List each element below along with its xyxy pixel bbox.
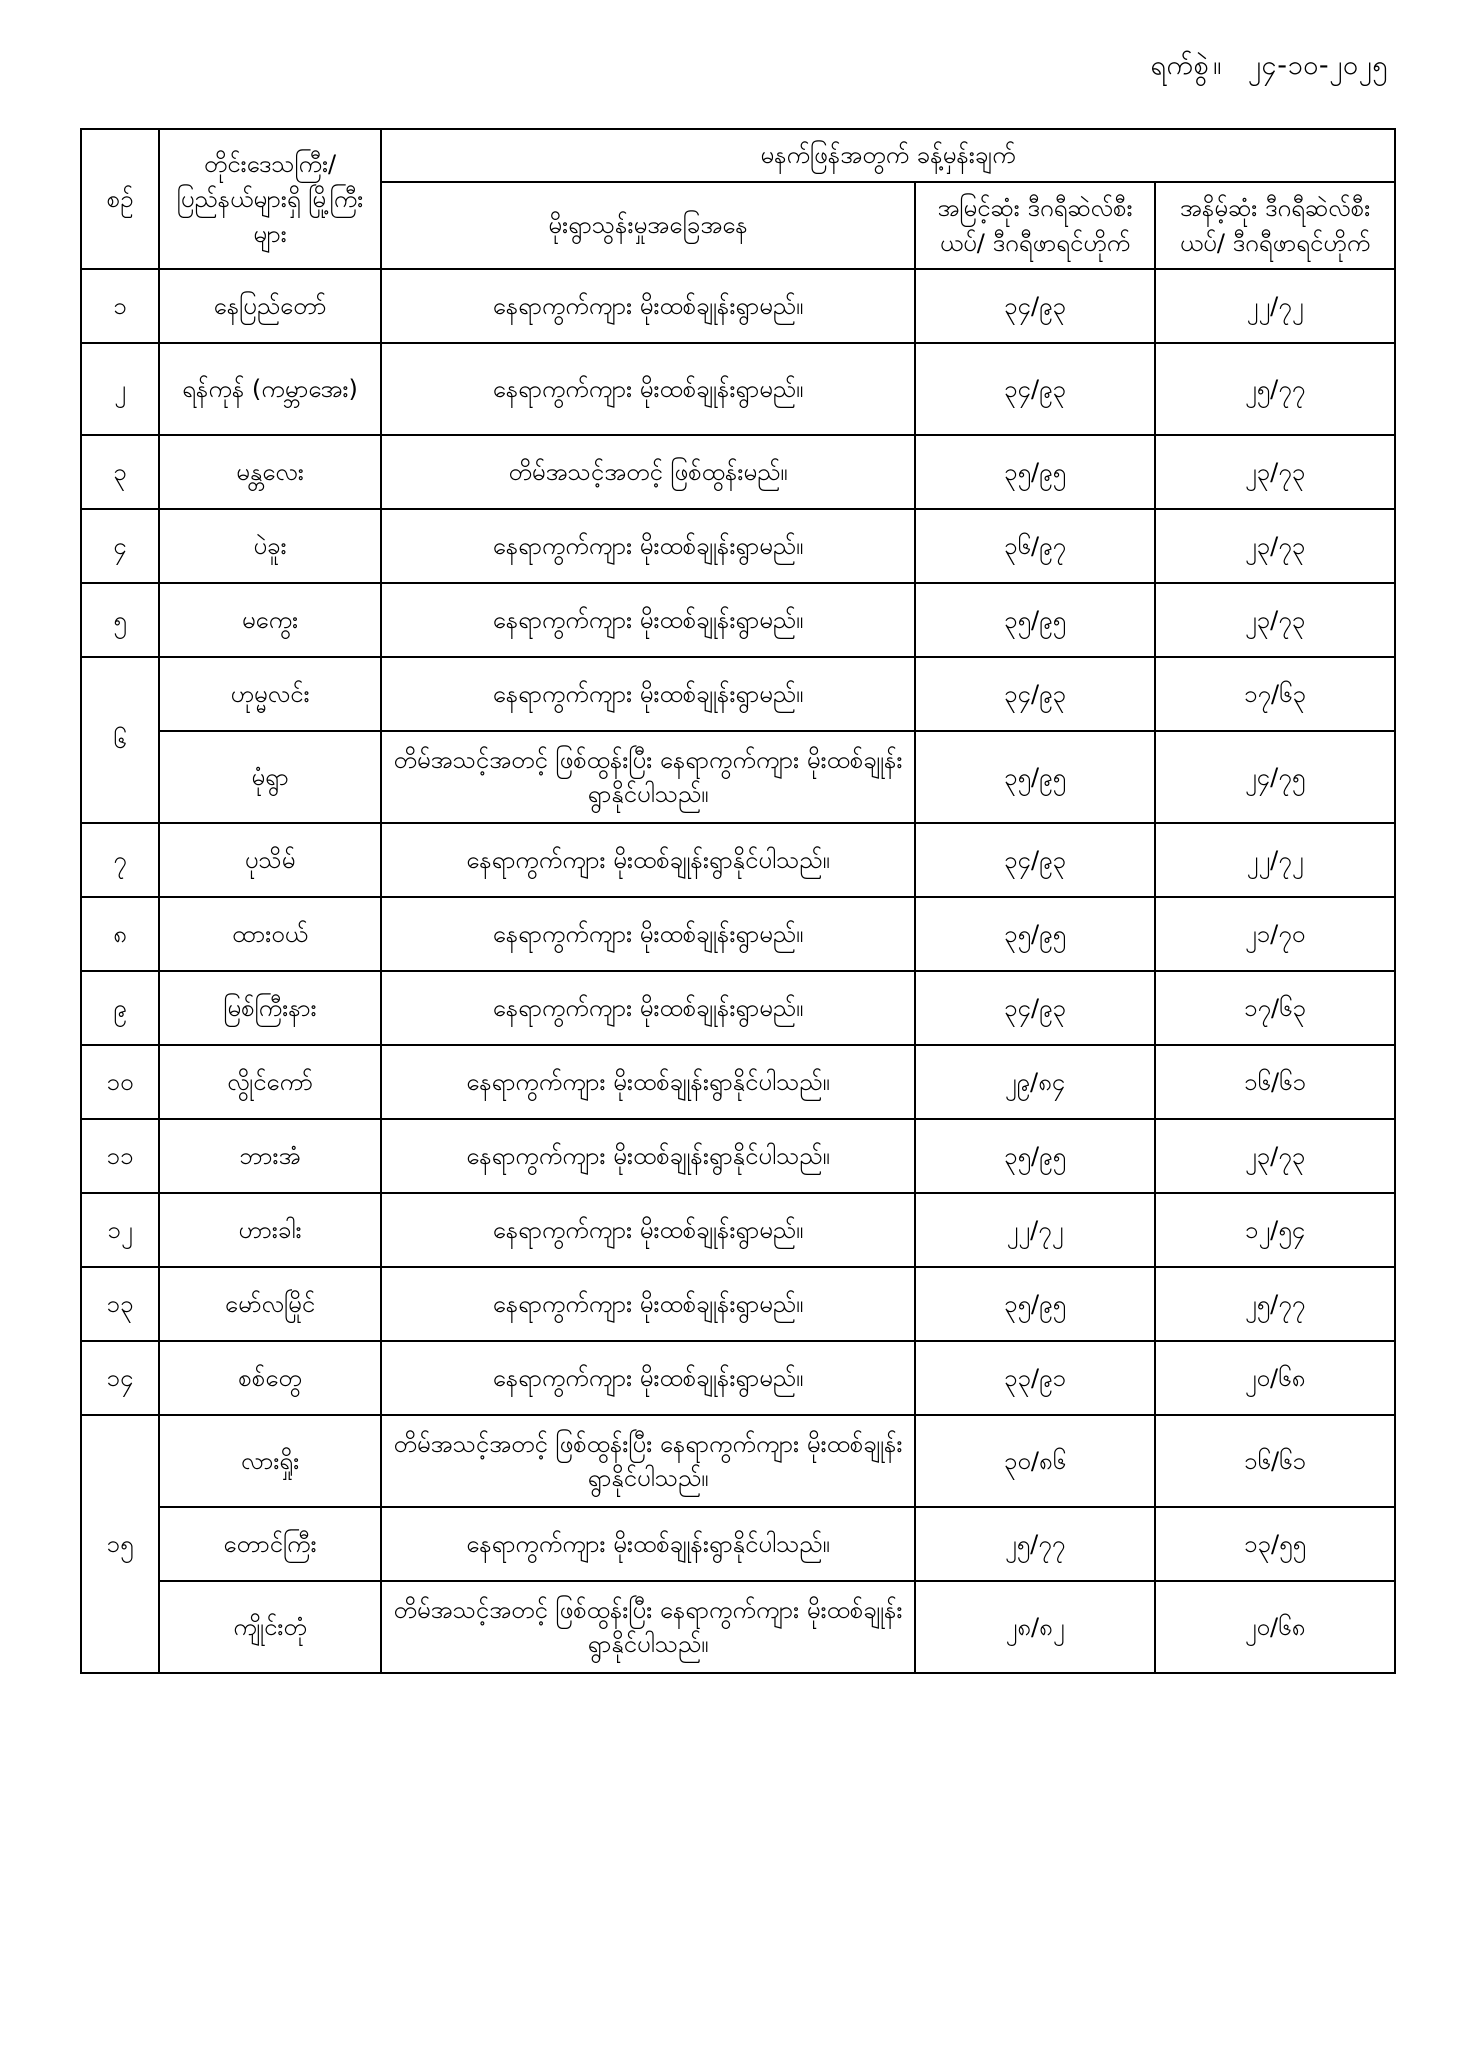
row-min-temp: ၂၃/၇၃ bbox=[1155, 435, 1395, 509]
date-value: ၂၄-၁၀-၂၀၂၅ bbox=[1247, 50, 1388, 81]
row-condition: နေရာကွက်ကျား မိုးထစ်ချုန်းရွာနိုင်ပါသည်။ bbox=[381, 823, 915, 897]
row-min-temp: ၂၃/၇၃ bbox=[1155, 1119, 1395, 1193]
row-condition: နေရာကွက်ကျား မိုးထစ်ချုန်းရွာမည်။ bbox=[381, 1267, 915, 1341]
row-min-temp: ၂၁/၇၀ bbox=[1155, 897, 1395, 971]
date-label: ရက်စွဲ bbox=[1150, 50, 1210, 81]
row-city: ဟားခါး bbox=[159, 1193, 381, 1267]
table-row bbox=[81, 731, 1395, 823]
weather-forecast-table bbox=[80, 128, 1396, 1674]
row-max-temp: ၃၄/၉၃ bbox=[915, 971, 1155, 1045]
row-min-temp: ၁၃/၅၅ bbox=[1155, 1507, 1395, 1581]
row-min-temp: ၂၅/၇၇ bbox=[1155, 343, 1395, 435]
row-max-temp: ၃၅/၉၅ bbox=[915, 583, 1155, 657]
header-no: စဉ် bbox=[81, 129, 159, 269]
row-condition: တိမ်အသင့်အတင့် ဖြစ်ထွန်းပြီး နေရာကွက်ကျား မိုးထစ်ချုန်းရွာနိုင်ပါသည်။ bbox=[381, 1581, 915, 1673]
row-city: လားရှိုး bbox=[159, 1415, 381, 1507]
row-min-temp: ၂၃/၇၃ bbox=[1155, 583, 1395, 657]
row-condition: နေရာကွက်ကျား မိုးထစ်ချုန်းရွာမည်။ bbox=[381, 1193, 915, 1267]
row-city: ရန်ကုန် (ကမ္ဘာအေး) bbox=[159, 343, 381, 435]
row-no: ၉ bbox=[81, 971, 159, 1045]
row-no: ၃ bbox=[81, 435, 159, 509]
row-max-temp: ၃၅/၉၅ bbox=[915, 435, 1155, 509]
row-city: တောင်ကြီး bbox=[159, 1507, 381, 1581]
row-condition: တိမ်အသင့်အတင့် ဖြစ်ထွန်းပြီး နေရာကွက်ကျား မိုးထစ်ချုန်းရွာနိုင်ပါသည်။ bbox=[381, 1415, 915, 1507]
row-min-temp: ၂၄/၇၅ bbox=[1155, 731, 1395, 823]
header-condition: မိုးရွာသွန်းမှုအခြေအနေ bbox=[381, 182, 915, 270]
table-row bbox=[81, 1119, 1395, 1193]
table-row bbox=[81, 1045, 1395, 1119]
row-max-temp: ၂၈/၈၂ bbox=[915, 1581, 1155, 1673]
row-max-temp: ၃၀/၈၆ bbox=[915, 1415, 1155, 1507]
row-condition: နေရာကွက်ကျား မိုးထစ်ချုန်းရွာမည်။ bbox=[381, 509, 915, 583]
row-max-temp: ၃၄/၉၃ bbox=[915, 823, 1155, 897]
row-city: ပုသိမ် bbox=[159, 823, 381, 897]
table-row bbox=[81, 897, 1395, 971]
row-condition: နေရာကွက်ကျား မိုးထစ်ချုန်းရွာမည်။ bbox=[381, 657, 915, 731]
table-row bbox=[81, 583, 1395, 657]
row-min-temp: ၂၅/၇၇ bbox=[1155, 1267, 1395, 1341]
date-line bbox=[1150, 48, 1388, 88]
row-condition: တိမ်အသင့်အတင့် ဖြစ်ထွန်းပြီး နေရာကွက်ကျား မိုးထစ်ချုန်းရွာနိုင်ပါသည်။ bbox=[381, 731, 915, 823]
row-no: ၅ bbox=[81, 583, 159, 657]
header-region-city: တိုင်းဒေသကြီး/ ပြည်နယ်များရှိ မြို့ကြီးများ bbox=[159, 129, 381, 269]
row-min-temp: ၂၀/၆၈ bbox=[1155, 1341, 1395, 1415]
row-city: ကျိုင်းတုံ bbox=[159, 1581, 381, 1673]
row-max-temp: ၃၅/၉၅ bbox=[915, 1267, 1155, 1341]
row-condition: နေရာကွက်ကျား မိုးထစ်ချုန်းရွာမည်။ bbox=[381, 971, 915, 1045]
table-row bbox=[81, 1507, 1395, 1581]
table-row bbox=[81, 1581, 1395, 1673]
table-row bbox=[81, 1267, 1395, 1341]
row-no: ၁၅ bbox=[81, 1415, 159, 1673]
row-no: ၄ bbox=[81, 509, 159, 583]
table-body bbox=[81, 269, 1395, 1673]
table-row bbox=[81, 269, 1395, 343]
header-min-temp: အနိမ့်ဆုံး ဒီဂရီဆဲလ်စီးယပ်/ ဒီဂရီဖာရင်ဟိုက် bbox=[1155, 182, 1395, 270]
row-condition: နေရာကွက်ကျား မိုးထစ်ချုန်းရွာမည်။ bbox=[381, 269, 915, 343]
row-no: ၂ bbox=[81, 343, 159, 435]
row-min-temp: ၁၂/၅၄ bbox=[1155, 1193, 1395, 1267]
row-no: ၁၂ bbox=[81, 1193, 159, 1267]
row-no: ၆ bbox=[81, 657, 159, 823]
row-city: မြစ်ကြီးနား bbox=[159, 971, 381, 1045]
date-separator: ။ bbox=[1213, 50, 1222, 81]
row-max-temp: ၂၅/၇၇ bbox=[915, 1507, 1155, 1581]
row-min-temp: ၁၇/၆၃ bbox=[1155, 657, 1395, 731]
row-max-temp: ၃၄/၉၃ bbox=[915, 269, 1155, 343]
row-city: မန္တလေး bbox=[159, 435, 381, 509]
table-row bbox=[81, 343, 1395, 435]
row-min-temp: ၂၂/၇၂ bbox=[1155, 269, 1395, 343]
row-condition: တိမ်အသင့်အတင့် ဖြစ်ထွန်းမည်။ bbox=[381, 435, 915, 509]
table-row bbox=[81, 509, 1395, 583]
row-city: မုံရွာ bbox=[159, 731, 381, 823]
row-city: စစ်တွေ bbox=[159, 1341, 381, 1415]
table-row bbox=[81, 1415, 1395, 1507]
row-condition: နေရာကွက်ကျား မိုးထစ်ချုန်းရွာနိုင်ပါသည်။ bbox=[381, 1045, 915, 1119]
row-min-temp: ၁၆/၆၁ bbox=[1155, 1045, 1395, 1119]
row-condition: နေရာကွက်ကျား မိုးထစ်ချုန်းရွာနိုင်ပါသည်။ bbox=[381, 1507, 915, 1581]
row-min-temp: ၂၀/၆၈ bbox=[1155, 1581, 1395, 1673]
row-no: ၈ bbox=[81, 897, 159, 971]
row-max-temp: ၂၂/၇၂ bbox=[915, 1193, 1155, 1267]
row-min-temp: ၁၆/၆၁ bbox=[1155, 1415, 1395, 1507]
row-min-temp: ၂၂/၇၂ bbox=[1155, 823, 1395, 897]
row-min-temp: ၁၇/၆၃ bbox=[1155, 971, 1395, 1045]
row-max-temp: ၃၄/၉၃ bbox=[915, 343, 1155, 435]
row-city: ဘားအံ bbox=[159, 1119, 381, 1193]
table-row bbox=[81, 1341, 1395, 1415]
row-max-temp: ၂၉/၈၄ bbox=[915, 1045, 1155, 1119]
row-no: ၁၁ bbox=[81, 1119, 159, 1193]
row-max-temp: ၃၅/၉၅ bbox=[915, 731, 1155, 823]
row-no: ၁ bbox=[81, 269, 159, 343]
row-city: လွိုင်ကော် bbox=[159, 1045, 381, 1119]
table-header bbox=[81, 129, 1395, 269]
row-condition: နေရာကွက်ကျား မိုးထစ်ချုန်းရွာမည်။ bbox=[381, 1341, 915, 1415]
row-no: ၇ bbox=[81, 823, 159, 897]
row-no: ၁၃ bbox=[81, 1267, 159, 1341]
table-row bbox=[81, 657, 1395, 731]
table-row bbox=[81, 971, 1395, 1045]
row-condition: နေရာကွက်ကျား မိုးထစ်ချုန်းရွာနိုင်ပါသည်။ bbox=[381, 1119, 915, 1193]
row-city: ဟုမ္မလင်း bbox=[159, 657, 381, 731]
table-row bbox=[81, 823, 1395, 897]
row-max-temp: ၃၅/၉၅ bbox=[915, 897, 1155, 971]
row-max-temp: ၃၅/၉၅ bbox=[915, 1119, 1155, 1193]
row-condition: နေရာကွက်ကျား မိုးထစ်ချုန်းရွာမည်။ bbox=[381, 343, 915, 435]
row-no: ၁၀ bbox=[81, 1045, 159, 1119]
row-condition: နေရာကွက်ကျား မိုးထစ်ချုန်းရွာမည်။ bbox=[381, 583, 915, 657]
table-header-row-1 bbox=[81, 129, 1395, 182]
row-max-temp: ၃၄/၉၃ bbox=[915, 657, 1155, 731]
row-city: နေပြည်တော် bbox=[159, 269, 381, 343]
row-condition: နေရာကွက်ကျား မိုးထစ်ချုန်းရွာမည်။ bbox=[381, 897, 915, 971]
table-row bbox=[81, 435, 1395, 509]
row-max-temp: ၃၃/၉၁ bbox=[915, 1341, 1155, 1415]
row-max-temp: ၃၆/၉၇ bbox=[915, 509, 1155, 583]
row-city: မော်လမြိုင် bbox=[159, 1267, 381, 1341]
row-city: ထားဝယ် bbox=[159, 897, 381, 971]
row-min-temp: ၂၃/၇၃ bbox=[1155, 509, 1395, 583]
row-no: ၁၄ bbox=[81, 1341, 159, 1415]
table-row bbox=[81, 1193, 1395, 1267]
row-city: ပဲခူး bbox=[159, 509, 381, 583]
header-max-temp: အမြင့်ဆုံး ဒီဂရီဆဲလ်စီးယပ်/ ဒီဂရီဖာရင်ဟိုက် bbox=[915, 182, 1155, 270]
header-forecast-group: မနက်ဖြန်အတွက် ခန့်မှန်းချက် bbox=[381, 129, 1395, 182]
row-city: မကွေး bbox=[159, 583, 381, 657]
